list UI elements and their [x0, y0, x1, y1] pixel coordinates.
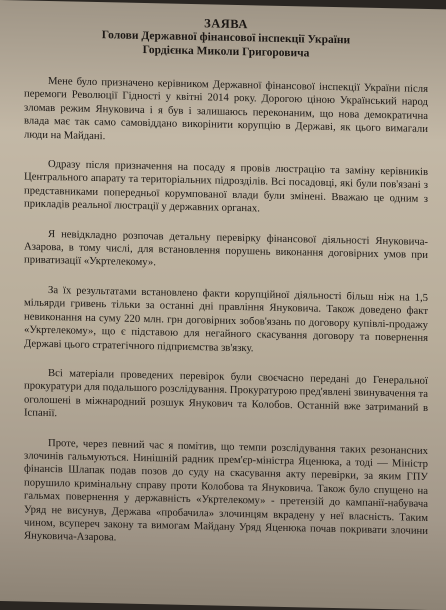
paragraph-3: Я невідкладно розпочав детальну перевірку фінансової діяльності Януковича-Азарова, в тому числі, для встановлення порушень виконання договірних умов при приватизації «Укртелекому». — [24, 227, 428, 269]
paragraph-6: Проте, через певний час я помітив, що темпи розслідування таких резонансних злочинів гальмуються. Нинішній радник прем'єр-міністра Яценюка, а тоді — Міністр фінансів Шлапак подав позов до суду на скасування акту перевірки, за яким ГПУ порушило кримінальну справу проти Колобова та Януковича. Також було спущено на гальмах повернення у державність «Укртелекому» - претензій до кампанії-набувача Уряд не висунув, Держава «пробачила» злочинцям вкрадену у неї власність. Таким чином, всупереч закону та вимогам Майдану Уряд Яценюка почав покривати злочини Януковича-Азарова. — [24, 436, 428, 544]
paragraph-4: За їх результатами встановлено факти корупційної діяльності більш ніж на 1,5 мільярди гривень тільки за останні дні правління Януковича. Також доведено факт невиконання на суму 220 млн. грн договірних зобов'язань по договору купівлі-продажу «Укртелекому», що є підставою для негайного скасування договору та повернення Державі цього стратегічного підприємства зв'язку. — [24, 283, 428, 354]
paragraph-1: Мене було призначено керівником Державної фінансової інспекції України після перемоги Революції Гідності у квітні 2014 року. Дорогою ціною Український народ зломав режим Януковича і я був і залишаюсь переконаним, що нова демократична влада має так само самовіддано викорінити корупцію в Державі, як цього вимагали люди на Майдані. — [24, 75, 428, 142]
document-header — [24, 13, 428, 63]
author-position: Голови Державної фінансової інспекції України — [101, 29, 351, 47]
document-title: ЗАЯВА — [204, 16, 248, 32]
paragraph-5: Всі матеріали проведених перевірок були своєчасно передані до Генеральної прокуратури для подальшого розслідування. Прокуратурою пред'явлені звинувачення та оголошені в міжнародний розшук Янукович та Колобов. Останній вже затриманий в Іспанії. — [24, 366, 428, 420]
author-name: Гордієнка Миколи Григоровича — [142, 43, 310, 60]
paragraph-2: Одразу після призначення на посаду я провів люстрацію та заміну керівників Центрального апарату та територіальних підрозділів. Всі посадовці, які були пов'язані з представниками попередньої корумпованої влади були змінені. Вважаю це одним з прикладів реальної люстрації у державних органах. — [24, 158, 428, 215]
